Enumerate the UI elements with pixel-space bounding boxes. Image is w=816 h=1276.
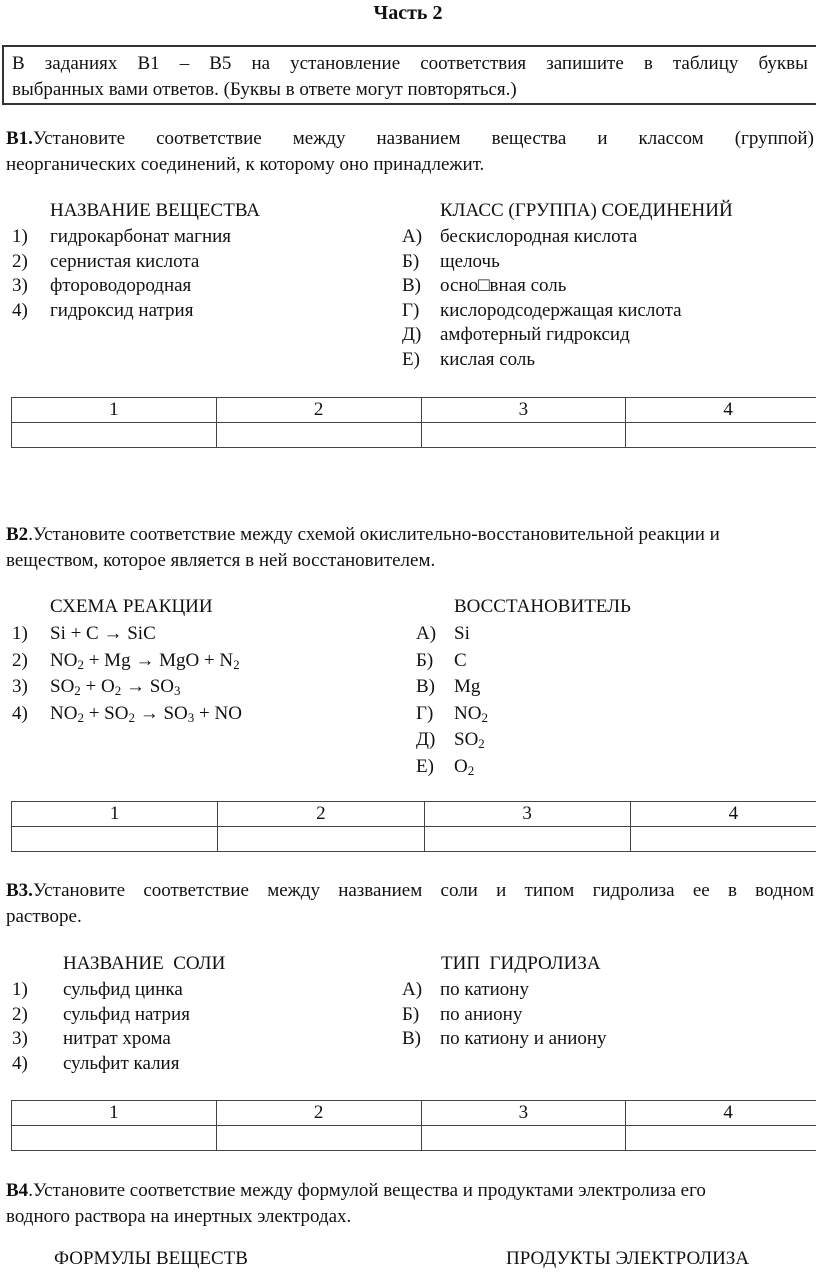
answer-input-cell[interactable] (218, 827, 424, 852)
list-item: Д) $SO_2$ (416, 729, 485, 751)
list-item: 2) $NO_2 + Mg$ → MgO + $N_2$ (12, 649, 240, 672)
task-b3-prompt: В3.Установите соответствие между названием соли и типом гидролиза ее в водном растворе. (6, 878, 814, 930)
answer-input-cell[interactable] (630, 827, 816, 852)
answer-input-cell[interactable] (626, 423, 816, 448)
list-item: 3) нитрат хрома (12, 1028, 171, 1049)
list-item: Г) кислородсодержащая кислота (402, 299, 682, 321)
list-item: 4) гидроксид натрия (12, 299, 194, 321)
task-b1-left-header: НАЗВАНИЕ ВЕЩЕСТВА (50, 200, 261, 221)
answer-input-cell[interactable] (216, 423, 421, 448)
answer-header-cell: 3 (421, 398, 626, 423)
answer-input-cell[interactable] (216, 1126, 421, 1151)
instruction-box (2, 45, 816, 105)
task-b3-right-list (402, 978, 607, 1052)
task-b2-left-list (12, 621, 242, 727)
task-b2-right-list (416, 621, 488, 780)
task-b1-right-header: КЛАСС (ГРУППА) СОЕДИНЕНИЙ (440, 200, 733, 221)
answer-input-cell[interactable] (12, 1126, 217, 1151)
task-b1-left-list (12, 225, 231, 323)
instruction-line-2: выбранных вами ответов. (Буквы в ответе могут повторяться.) (12, 79, 517, 100)
list-item: 3) фтороводородная (12, 275, 192, 296)
task-b2-left-header: СХЕМА РЕАКЦИИ (50, 596, 213, 617)
list-item: 2) сульфид натрия (12, 1003, 190, 1025)
task-b2-answer-table (11, 801, 816, 852)
list-item: 1) гидрокарбонат магния (12, 226, 232, 247)
task-b2-prompt-line-2: веществом, которое является в ней восстановителем. (6, 550, 436, 571)
list-item: А) Si (416, 623, 470, 644)
answer-header-cell: 1 (12, 1101, 217, 1126)
list-item: В) осно□вная соль (402, 275, 567, 296)
list-item: Е) $O_2$ (416, 755, 475, 778)
answer-header-cell: 3 (424, 802, 630, 827)
answer-header-cell: 1 (12, 802, 218, 827)
task-b4-right-header: ПРОДУКТЫ ЭЛЕКТРОЛИЗА (506, 1248, 750, 1269)
list-item: 3) $SO_2 + O_2 \to SO_3$ (12, 676, 181, 698)
list-item: 2) сернистая кислота (12, 250, 200, 272)
answer-input-cell[interactable] (12, 423, 217, 448)
task-b2-prompt: В2.Установите соответствие между схемой окислительно-восстановительной реакции и веществом, которое является в ней восстановителем. (6, 522, 814, 574)
list-item: Б) по аниону (402, 1003, 523, 1025)
list-item: Е) кислая соль (402, 348, 536, 370)
task-b1-prompt-line-2: неорганических соединений, к которому оно принадлежит. (6, 154, 485, 175)
list-item: 1) сульфид цинка (12, 979, 183, 1000)
answer-header-cell: 1 (12, 398, 217, 423)
task-b4-left-header: ФОРМУЛЫ ВЕЩЕСТВ (54, 1248, 248, 1269)
answer-header-cell: 4 (626, 398, 816, 423)
answer-header-cell: 3 (421, 1101, 626, 1126)
list-item: Б) щелочь (402, 250, 500, 272)
answer-input-cell[interactable] (421, 423, 626, 448)
answer-header-cell: 2 (216, 398, 421, 423)
list-item: Б) C (416, 649, 467, 671)
answer-header-cell: 2 (218, 802, 424, 827)
instruction-line-1: В заданиях В1 – В5 на установление соответствия запишите в таблицу буквы (12, 53, 808, 74)
task-b3-left-header: НАЗВАНИЕ СОЛИ (63, 953, 226, 974)
answer-header-cell: 2 (216, 1101, 421, 1126)
list-item: 1) Si + C → SiC (12, 623, 156, 644)
task-b3-left-list (12, 978, 190, 1076)
list-item: 4) $NO_2 + SO_2 \to SO_3$ + NO (12, 702, 242, 725)
list-item: В) Mg (416, 676, 481, 697)
task-b4-prompt: В4.Установите соответствие между формулой вещества и продуктами электролиза его водного раствора на инертных электродах. (6, 1178, 814, 1230)
list-item: А) бескислородная кислота (402, 226, 638, 247)
answer-header-cell: 4 (626, 1101, 816, 1126)
task-b3-prompt-line-2: растворе. (6, 906, 82, 927)
list-item: В) по катиону и аниону (402, 1028, 607, 1049)
list-item: Д) амфотерный гидроксид (402, 324, 630, 345)
page-title: Часть 2 (373, 2, 443, 24)
task-b1-right-list (402, 225, 682, 372)
task-b1-answer-table (11, 397, 816, 448)
list-item: Г) $NO_2$ (416, 702, 488, 725)
task-b1-prompt: В1.Установите соответствие между названием вещества и классом (группой) неорганических соединений, к которому оно принадлежит. (6, 126, 814, 178)
task-b4-prompt-line-2: водного раствора на инертных электродах. (6, 1206, 352, 1227)
answer-header-cell: 4 (630, 802, 816, 827)
answer-input-cell[interactable] (424, 827, 630, 852)
task-b2-right-header: ВОССТАНОВИТЕЛЬ (454, 596, 631, 617)
answer-input-cell[interactable] (421, 1126, 626, 1151)
list-item: А) по катиону (402, 979, 529, 1000)
task-b3-right-header: ТИП ГИДРОЛИЗА (441, 953, 601, 974)
answer-input-cell[interactable] (12, 827, 218, 852)
answer-input-cell[interactable] (626, 1126, 816, 1151)
list-item: 4) сульфит калия (12, 1052, 180, 1074)
task-b3-answer-table (11, 1100, 816, 1151)
